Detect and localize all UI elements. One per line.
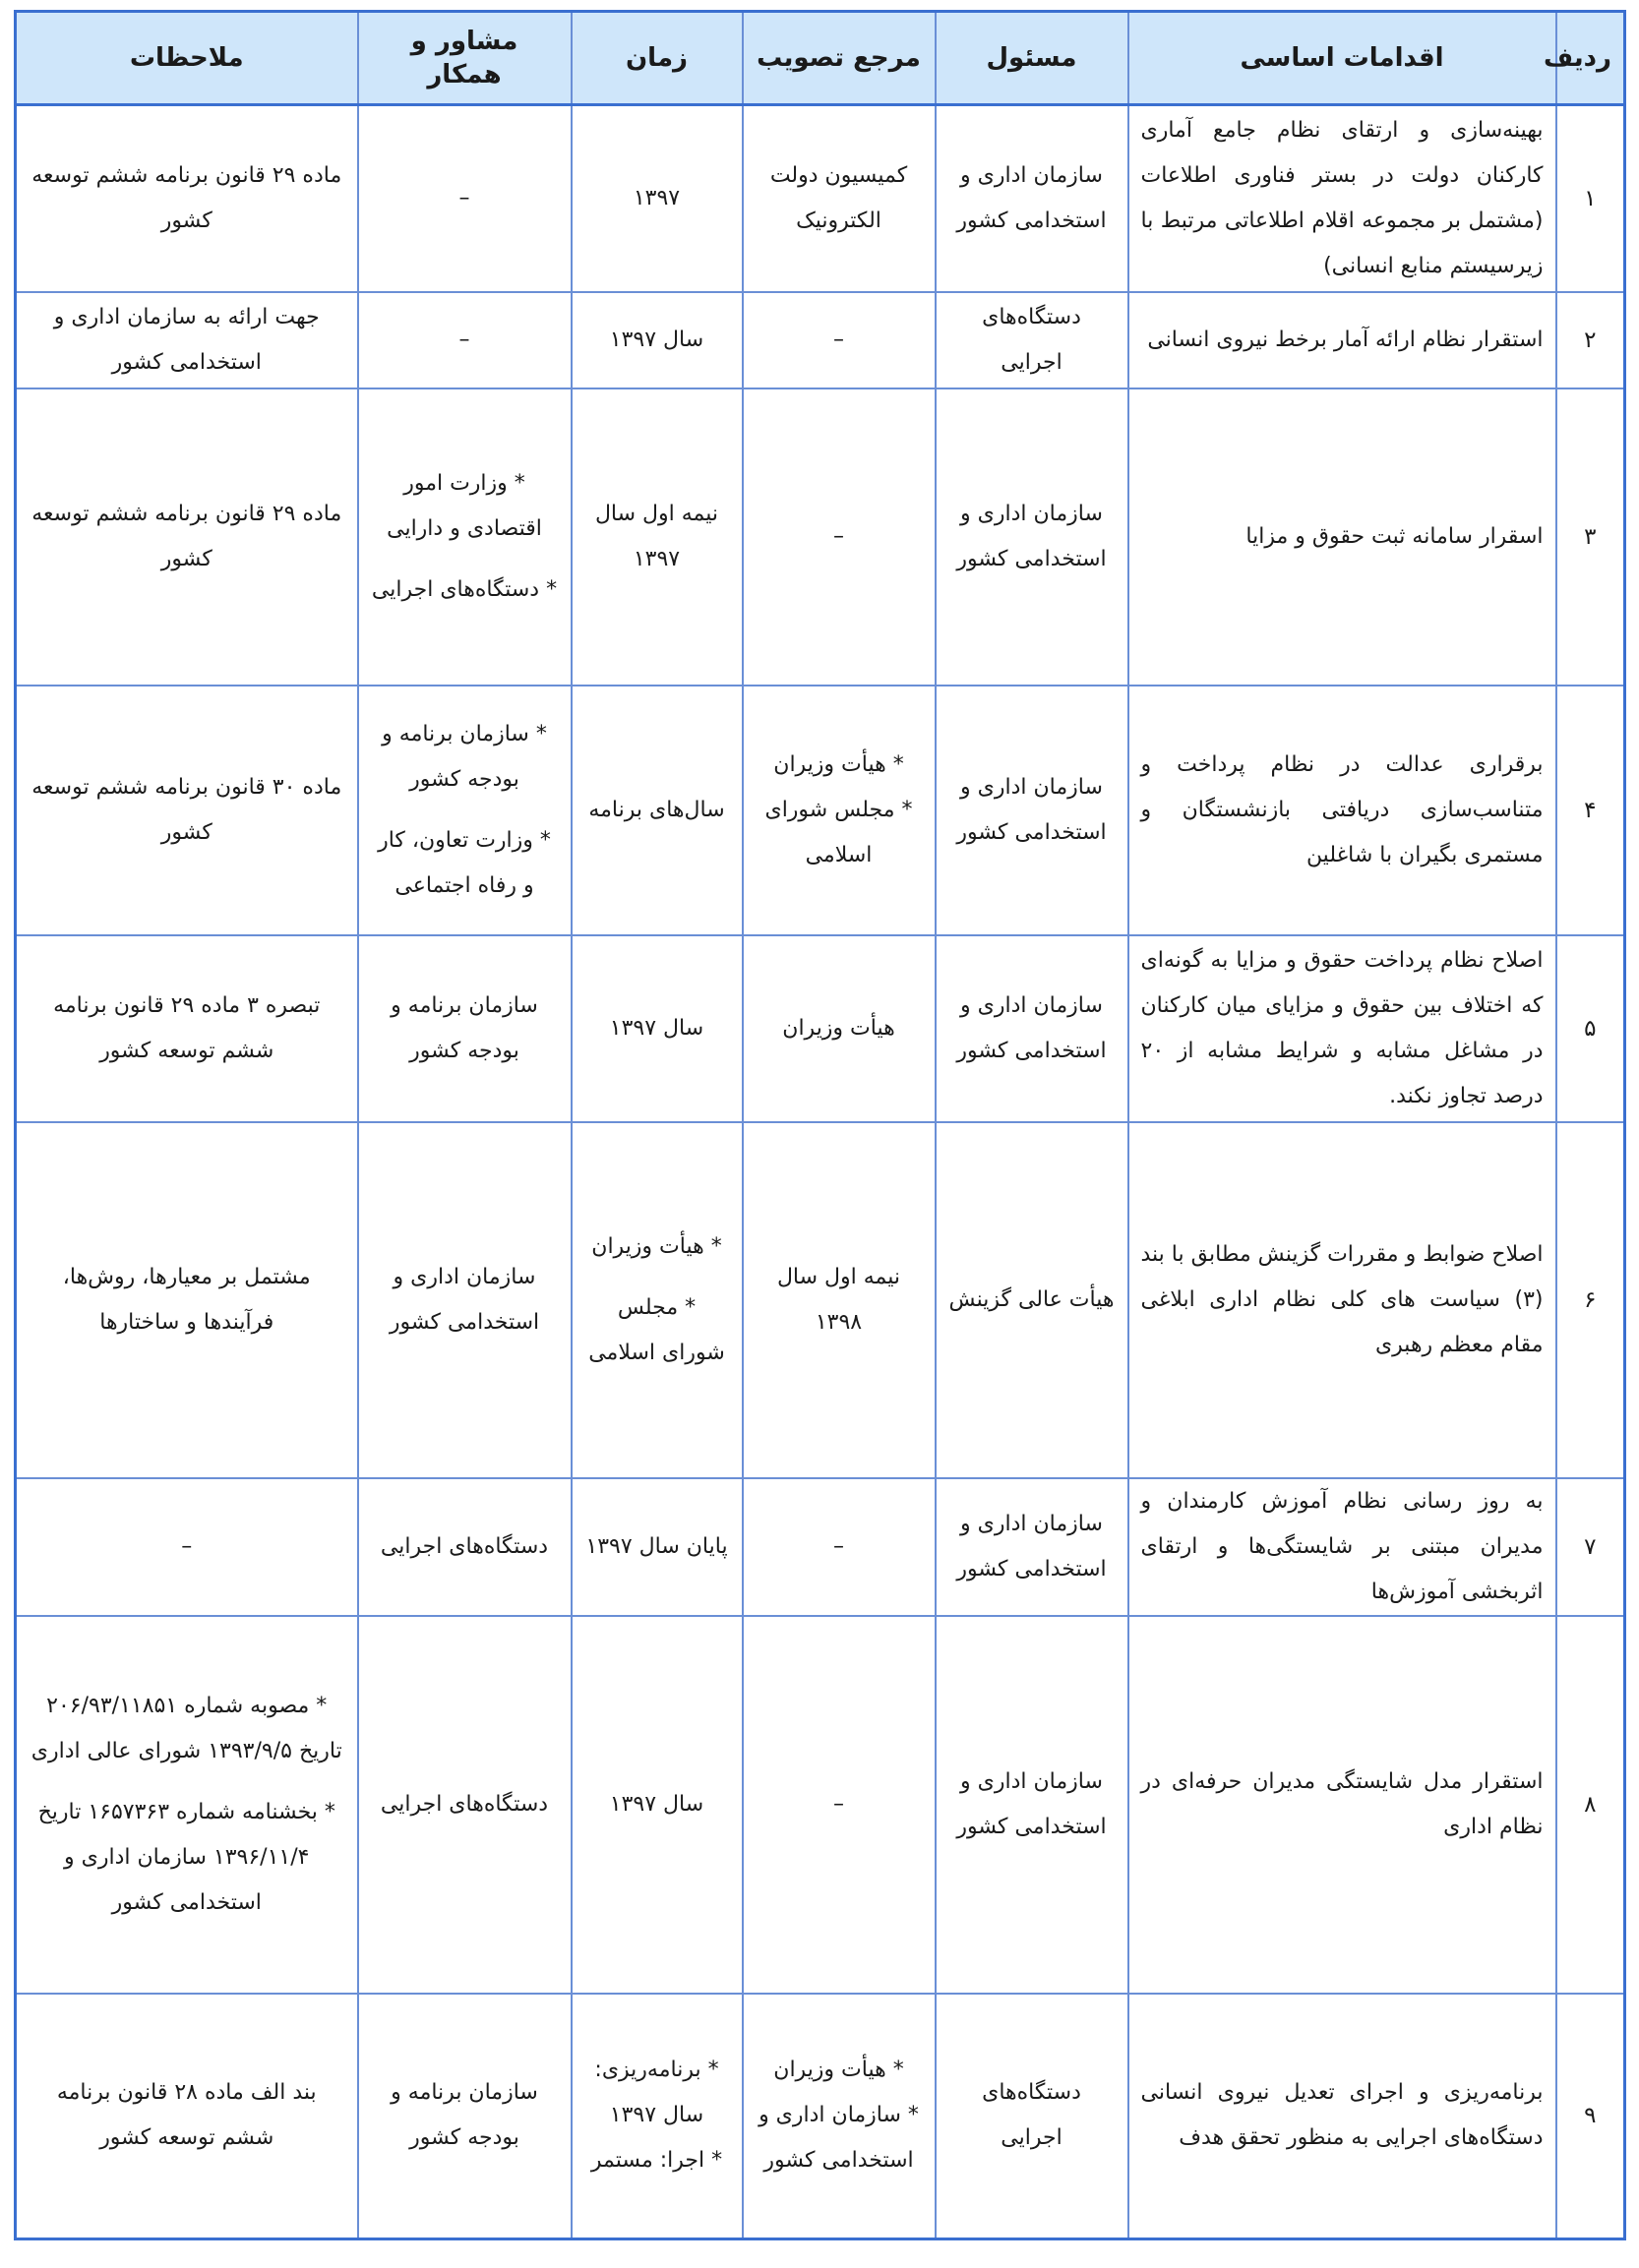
header-advisor: مشاور و همکار <box>358 12 572 105</box>
cell-radif: ۲ <box>1556 292 1625 388</box>
cell-action: اصلاح نظام پرداخت حقوق و مزایا به گونه‌ای که اختلاف بین حقوق و مزایای میان کارکنان در مشاغل مشابه و شرایط مشابه از ۲۰ درصد تجاوز نکند. <box>1128 935 1556 1122</box>
cell-owner: سازمان اداری و استخدامی کشور <box>936 105 1128 292</box>
cell-time <box>572 1122 743 1478</box>
reference-item: * سازمان اداری و استخدامی کشور <box>759 2103 919 2174</box>
cell-notes <box>16 1616 358 1994</box>
advisor-item: * وزارت تعاون، کار و رفاه اجتماعی <box>378 827 551 898</box>
table-row <box>16 935 1625 1122</box>
reference-item: * هیأت وزیران <box>773 751 904 777</box>
cell-advisor: دستگاه‌های اجرایی <box>358 1478 572 1616</box>
cell-owner: سازمان اداری و استخدامی کشور <box>936 686 1128 935</box>
cell-reference: – <box>743 292 936 388</box>
table-row <box>16 686 1625 935</box>
cell-reference <box>743 686 936 935</box>
actions-table <box>14 10 1626 2240</box>
cell-notes: ماده ۳۰ قانون برنامه ششم توسعه کشور <box>16 686 358 935</box>
cell-notes: تبصره ۳ ماده ۲۹ قانون برنامه ششم توسعه کشور <box>16 935 358 1122</box>
cell-radif: ۸ <box>1556 1616 1625 1994</box>
cell-owner: سازمان اداری و استخدامی کشور <box>936 1616 1128 1994</box>
cell-radif: ۱ <box>1556 105 1625 292</box>
header-action: اقدامات اساسی <box>1128 12 1556 105</box>
cell-notes: ماده ۲۹ قانون برنامه ششم توسعه کشور <box>16 388 358 686</box>
cell-radif: ۳ <box>1556 388 1625 686</box>
cell-time: سال ۱۳۹۷ <box>572 1616 743 1994</box>
cell-owner: دستگاه‌های اجرایی <box>936 1994 1128 2239</box>
cell-notes: جهت ارائه به سازمان اداری و استخدامی کشور <box>16 292 358 388</box>
cell-radif: ۹ <box>1556 1994 1625 2239</box>
time-item: * مجلس شورای اسلامی <box>588 1294 725 1365</box>
cell-radif: ۶ <box>1556 1122 1625 1478</box>
cell-reference <box>743 1994 936 2239</box>
reference-item: * مجلس شورای اسلامی <box>764 797 913 867</box>
header-reference: مرجع تصویب <box>743 12 936 105</box>
cell-time: سال ۱۳۹۷ <box>572 292 743 388</box>
table-row <box>16 388 1625 686</box>
cell-reference: کمیسیون دولت الکترونیک <box>743 105 936 292</box>
time-item: * هیأت وزیران <box>591 1233 722 1259</box>
cell-advisor: سازمان برنامه و بودجه کشور <box>358 1994 572 2239</box>
cell-owner: دستگاه‌های اجرایی <box>936 292 1128 388</box>
cell-reference: – <box>743 1616 936 1994</box>
table-row <box>16 1478 1625 1616</box>
cell-notes: مشتمل بر معیارها، روش‌ها، فرآیندها و ساختارها <box>16 1122 358 1478</box>
advisor-item: * سازمان برنامه و بودجه کشور <box>382 721 547 792</box>
cell-action: برنامه‌ریزی و اجرای تعدیل نیروی انسانی دستگاه‌های اجرایی به منظور تحقق هدف <box>1128 1994 1556 2239</box>
cell-time: ۱۳۹۷ <box>572 105 743 292</box>
cell-advisor <box>358 388 572 686</box>
cell-action: اسقرار سامانه ثبت حقوق و مزایا <box>1128 388 1556 686</box>
cell-reference: هیأت وزیران <box>743 935 936 1122</box>
cell-advisor: – <box>358 105 572 292</box>
header-time: زمان <box>572 12 743 105</box>
cell-advisor: دستگاه‌های اجرایی <box>358 1616 572 1994</box>
table-row <box>16 1616 1625 1994</box>
cell-action: اصلاح ضوابط و مقررات گزینش مطابق با بند (۳) سیاست های کلی نظام اداری ابلاغی مقام معظم رهبری <box>1128 1122 1556 1478</box>
cell-time: سال ۱۳۹۷ <box>572 935 743 1122</box>
cell-radif: ۷ <box>1556 1478 1625 1616</box>
table-row <box>16 1122 1625 1478</box>
cell-action: برقراری عدالت در نظام پرداخت و متناسب‌سازی دریافتی بازنشستگان و مستمری بگیران با شاغلین <box>1128 686 1556 935</box>
cell-action: بهینه‌سازی و ارتقای نظام جامع آماری کارکنان دولت در بستر فناوری اطلاعات (مشتمل بر مجموعه اقلام اطلاعاتی مرتبط با زیرسیستم منابع انسانی) <box>1128 105 1556 292</box>
time-item: * برنامه‌ریزی: سال ۱۳۹۷ <box>594 2058 719 2128</box>
cell-advisor: – <box>358 292 572 388</box>
table-row <box>16 105 1625 292</box>
page <box>14 10 1623 2240</box>
note-item: * مصوبه شماره ۲۰۶/۹۳/۱۱۸۵۱ تاریخ ۱۳۹۳/۹/۵ شورای عالی اداری <box>30 1693 342 1763</box>
cell-owner: سازمان اداری و استخدامی کشور <box>936 388 1128 686</box>
cell-time: نیمه اول سال ۱۳۹۷ <box>572 388 743 686</box>
cell-owner: سازمان اداری و استخدامی کشور <box>936 1478 1128 1616</box>
cell-reference: – <box>743 1478 936 1616</box>
cell-radif: ۴ <box>1556 686 1625 935</box>
cell-action: به روز رسانی نظام آموزش کارمندان و مدیران مبتنی بر شایستگی‌ها و ارتقای اثربخشی آموزش‌ها <box>1128 1478 1556 1616</box>
table-row <box>16 1994 1625 2239</box>
cell-radif: ۵ <box>1556 935 1625 1122</box>
table-row <box>16 292 1625 388</box>
cell-owner: سازمان اداری و استخدامی کشور <box>936 935 1128 1122</box>
cell-reference: – <box>743 388 936 686</box>
cell-owner: هیأت عالی گزینش <box>936 1122 1128 1478</box>
cell-advisor: سازمان اداری و استخدامی کشور <box>358 1122 572 1478</box>
header-owner: مسئول <box>936 12 1128 105</box>
cell-advisor: سازمان برنامه و بودجه کشور <box>358 935 572 1122</box>
cell-notes: ماده ۲۹ قانون برنامه ششم توسعه کشور <box>16 105 358 292</box>
cell-reference: نیمه اول سال ۱۳۹۸ <box>743 1122 936 1478</box>
cell-notes: بند الف ماده ۲۸ قانون برنامه ششم توسعه کشور <box>16 1994 358 2239</box>
cell-time: پایان سال ۱۳۹۷ <box>572 1478 743 1616</box>
header-notes: ملاحظات <box>16 12 358 105</box>
cell-advisor <box>358 686 572 935</box>
cell-time: سال‌های برنامه <box>572 686 743 935</box>
time-item: * اجرا: مستمر <box>590 2148 723 2174</box>
cell-action: استقرار مدل شایستگی مدیران حرفه‌ای در نظام اداری <box>1128 1616 1556 1994</box>
advisor-item: * دستگاه‌های اجرایی <box>371 576 558 602</box>
note-item: * بخشنامه شماره ۱۶۵۷۳۶۳ تاریخ ۱۳۹۶/۱۱/۴ سازمان اداری و استخدامی کشور <box>37 1799 335 1915</box>
advisor-item: * وزارت امور اقتصادی و دارایی <box>387 470 542 541</box>
reference-item: * هیأت وزیران <box>773 2058 904 2083</box>
cell-notes: – <box>16 1478 358 1616</box>
header-row <box>16 12 1625 105</box>
cell-action: استقرار نظام ارائه آمار برخط نیروی انسانی <box>1128 292 1556 388</box>
cell-time <box>572 1994 743 2239</box>
header-radif: ردیف <box>1556 12 1625 105</box>
